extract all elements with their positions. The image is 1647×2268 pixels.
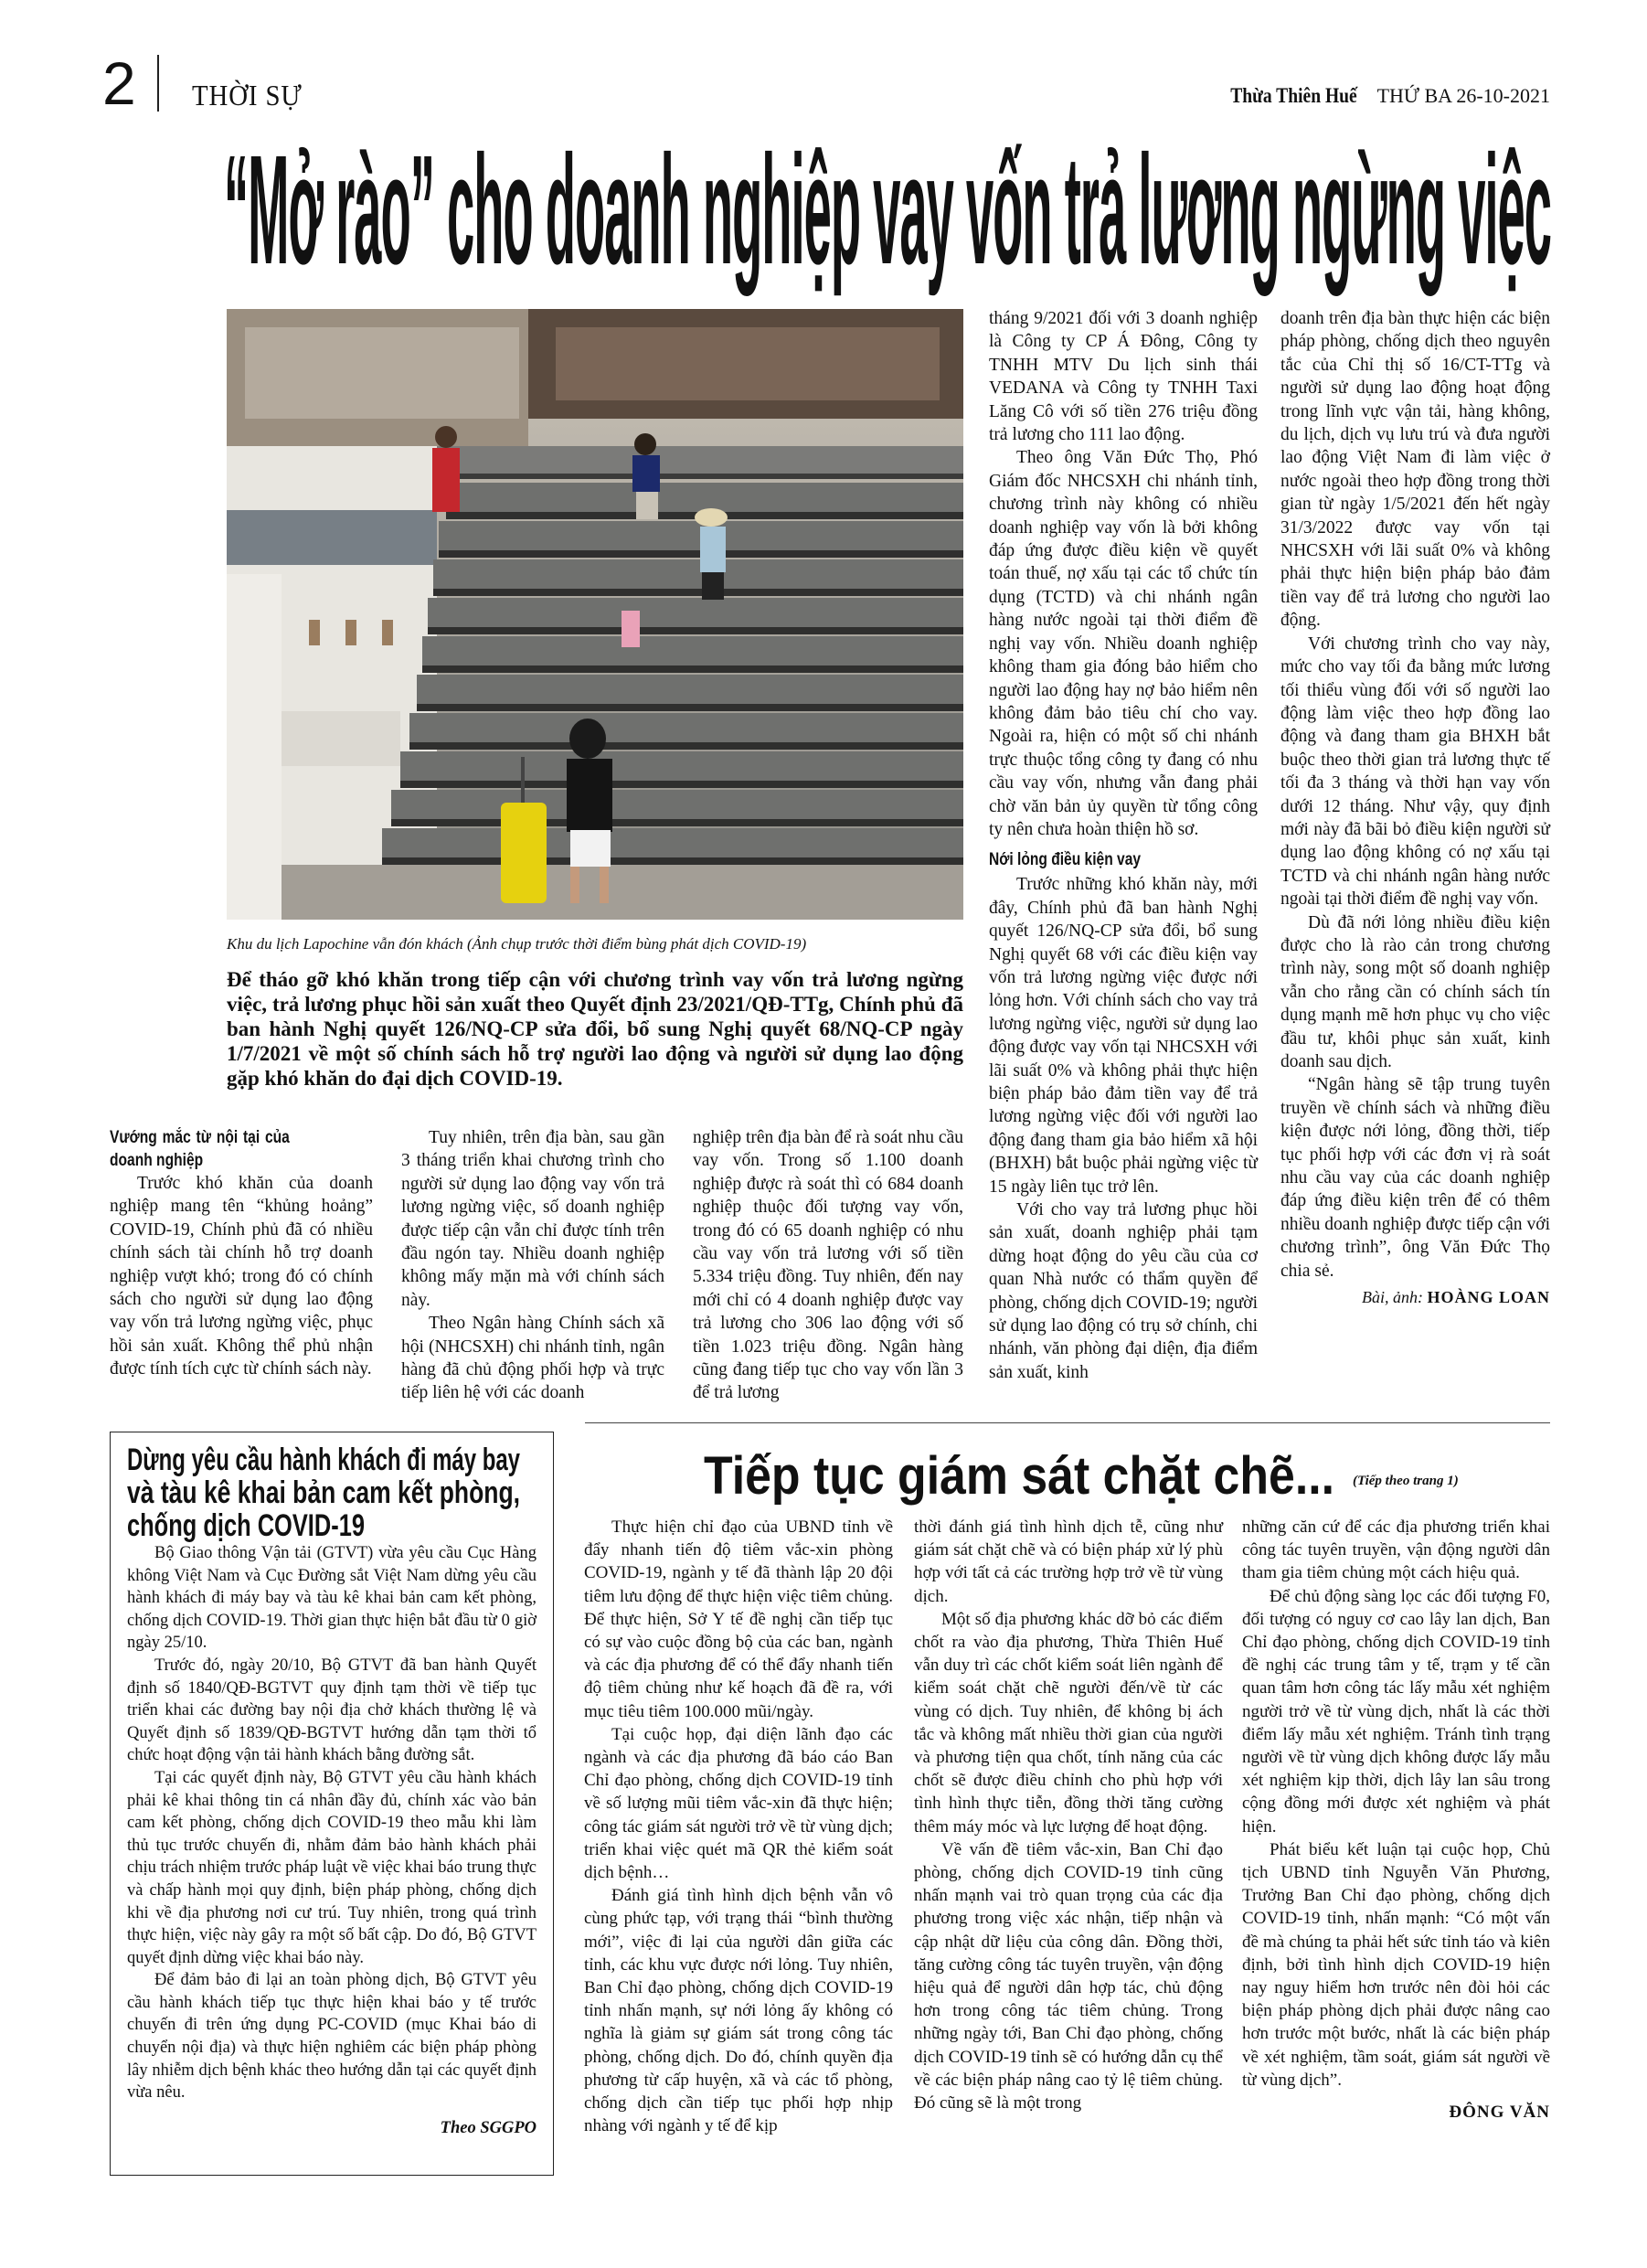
photo-caption: Khu du lịch Lapochine vẫn đón khách (Ảnh chụp trước thời điểm bùng phát dịch COVID-19) (227, 935, 807, 953)
second-col-1 (584, 1516, 893, 2137)
issue-date: THỨ BA 26-10-2021 (1376, 84, 1550, 107)
box-source: Theo SGGPO (440, 2118, 537, 2137)
article-photo (227, 309, 963, 920)
paragraph: nghiệp trên địa bàn để rà soát nhu cầu vay vốn. Trong số 1.100 doanh nghiệp được rà soát thì có 684 doanh nghiệp thuộc đối tượng vay vốn, trong đó có 65 doanh nghiệp có nhu cầu vay vốn trả lương với số tiền 5.334 triệu đồng. Tuy nhiên, đến nay mới chỉ có 4 doanh nghiệp được vay trả lương cho 306 lao động với số tiền 1.023 triệu đồng. Ngân hàng cũng đang tiếp tục cho vay vốn lần 3 để trả lương (693, 1128, 963, 1403)
header-divider (157, 55, 159, 112)
byline (1280, 1286, 1550, 1309)
paragraph: thời đánh giá tình hình dịch tễ, cũng như giám sát chặt chẽ và có biện pháp xử lý phù hợp với tất cả các trường hợp trở về từ vùng dịch. (914, 1517, 1223, 1606)
stairs-photo-illustration (227, 309, 963, 920)
paragraph: Trước khó khăn của doanh nghiệp mang tên “khủng hoảng” COVID-19, Chính phủ đã có nhiều chính sách tài chính hỗ trợ doanh nghiệp vượt khó; trong đó có chính sách cho người sử dụng lao động vay vốn trả lương ngừng việc, phục hồi sản xuất. Không thể phủ nhận được tính tích cực từ chính sách này. (110, 1174, 373, 1379)
main-col-4 (989, 307, 1258, 1384)
paragraph: Tại cuộc họp, đại diện lãnh đạo các ngành và các địa phương đã báo cáo Ban Chỉ đạo phòng, chống dịch COVID-19 tỉnh về số lượng mũi tiêm vắc-xin đã thực hiện; công tác giám sát người trở về từ vùng dịch; triển khai việc quét mã QR thẻ kiểm soát dịch bệnh… (584, 1724, 893, 1883)
boxed-article (110, 1432, 554, 2176)
second-col-2 (914, 1516, 1223, 2114)
section-label: THỜI SỰ (192, 79, 303, 112)
section-divider (585, 1422, 1550, 1423)
second-author: ĐÔNG VĂN (1449, 2103, 1550, 2123)
paragraph: Thực hiện chỉ đạo của UBND tỉnh về đẩy nhanh tiến độ tiêm vắc-xin phòng COVID-19, ngành y tế đã thành lập 20 đội tiêm lưu động để thực hiện việc tiêm chủng. Để thực hiện, Sở Y tế đề nghị cần tiếp tục có sự vào cuộc đồng bộ của các ban, ngành và các địa phương để có thể đẩy nhanh tiến độ tiêm chủng như kế hoạch đã đề ra, với mục tiêu tiêm 100.000 mũi/ngày. (584, 1517, 893, 1721)
byline-prefix: Bài, ảnh: (1361, 1288, 1423, 1307)
paragraph: Trước đó, ngày 20/10, Bộ GTVT đã ban hành Quyết định số 1840/QĐ-BGTVT quy định tạm thời về tiếp tục triển khai các đường bay nội địa chở khách thường lệ và Quyết định số 1839/QĐ-BGTVT hướng dẫn tạm thời tổ chức hoạt động vận tải hành khách bằng đường sắt. (127, 1656, 537, 1765)
main-col-2 (401, 1126, 664, 1405)
paragraph: Để đảm bảo đi lại an toàn phòng dịch, Bộ GTVT yêu cầu hành khách tiếp tục thực hiện khai báo y tế trước chuyến đi trên ứng dụng PC-COVID (mục Khai báo di chuyển nội địa) và thực hiện nghiêm các biện pháp phòng lây nhiễm dịch bệnh khác theo hướng dẫn tại các quyết định vừa nêu. (127, 1971, 537, 2103)
lead-paragraph: Để tháo gỡ khó khăn trong tiếp cận với chương trình vay vốn trả lương ngừng việc, trả lương phục hồi sản xuất theo Quyết định 23/2021/QĐ-TTg, Chính phủ đã ban hành Nghị quyết 126/NQ-CP sửa đổi, bổ sung Nghị quyết 68/NQ-CP ngày 1/7/2021 về một số chính sách hỗ trợ người lao động và người sử dụng lao động gặp khó khăn do đại dịch COVID-19. (227, 968, 963, 1090)
paragraph: “Ngân hàng sẽ tập trung tuyên truyền về chính sách và những điều kiện được nới lỏng, đồng thời, tiếp tục phối hợp với các đơn vị rà soát nhu cầu vay của các doanh nghiệp đáp ứng điều kiện trên để có thêm nhiều doanh nghiệp được tiếp cận với chương trình”, ông Văn Đức Thọ chia sẻ. (1280, 1075, 1550, 1281)
box-title-line: Dừng yêu cầu hành khách đi máy bay (127, 1443, 520, 1477)
main-title: “Mở rào” cho doanh nghiệp vay vốn trả lương ngừng việc (224, 123, 1551, 297)
second-article-title: Tiếp tục giám sát chặt chẽ... (704, 1446, 1334, 1506)
subhead-2: Nới lỏng điều kiện vay (989, 850, 1142, 870)
paragraph: Để chủ động sàng lọc các đối tượng F0, đối tượng có nguy cơ cao lây lan dịch, Ban Chỉ đạo phòng, chống dịch COVID-19 tỉnh đề nghị các trung tâm y tế, trạm y tế cần quan tâm hơn công tác lấy mẫu xét nghiệm người trở về từ vùng dịch, nhất là các thời điểm lấy mẫu xét nghiệm. Tránh tình trạng người về từ vùng dịch không được lấy mẫu xét nghiệm kịp thời, dịch lây lan sâu trong cộng đồng mới được xét nghiệm và phát hiện. (1242, 1586, 1550, 1837)
newspaper-name: Thừa Thiên Huế (1230, 84, 1357, 107)
paragraph: Tuy nhiên, trên địa bàn, sau gần 3 tháng triển khai chương trình cho người sử dụng lao động vay vốn trả lương ngừng việc, số doanh nghiệp được tiếp cận vẫn chỉ được tính trên đầu ngón tay. Nhiều doanh nghiệp không mấy mặn mà với chính sách này. (401, 1128, 664, 1310)
paragraph: Phát biểu kết luận tại cuộc họp, Chủ tịch UBND tỉnh Nguyễn Văn Phương, Trưởng Ban Chỉ đạo phòng, chống dịch COVID-19 tỉnh, nhấn mạnh: “Có một vấn đề mà chúng ta phải hết sức tỉnh táo và kiên định, bởi tình hình dịch COVID-19 hiện nay nguy hiểm hơn trước nên đòi hỏi các biện pháp phòng dịch phải được nâng cao hơn trước một bước, nhất là các biện pháp về xét nghiệm, tầm soát, giám sát người về từ vùng dịch”. (1242, 1839, 1550, 2090)
paragraph: doanh trên địa bàn thực hiện các biện pháp phòng, chống dịch theo nguyên tắc của Chỉ thị số 16/CT-TTg và người sử dụng lao động hoạt động trong lĩnh vực vận tải, hàng không, du lịch, dịch vụ lưu trú và đưa người lao động Việt Nam đi làm việc ở nước ngoài theo hợp đồng trong thời gian từ ngày 1/5/2021 đến hết ngày 31/3/2022 được vay vốn tại NHCSXH với lãi suất 0% và không phải thực hiện biện pháp bảo đảm tiền vay để trả lương cho người lao động. (1280, 309, 1550, 631)
paragraph: Dù đã nới lỏng nhiều điều kiện được cho là rào cản trong chương trình này, song một số doanh nghiệp vẫn cho rằng cần có chính sách tín dụng mạnh mẽ hơn phục vụ cho việc đầu tư, khôi phục sản xuất, kinh doanh sau dịch. (1280, 912, 1550, 1071)
byline-author: HOÀNG LOAN (1427, 1288, 1550, 1307)
box-title-line: và tàu kê khai bản cam kết phòng, (127, 1475, 520, 1510)
paragraph: Trước những khó khăn này, mới đây, Chính phủ đã ban hành Nghị quyết 126/NQ-CP sửa đổi, bổ sung Nghị quyết 68 với các điều kiện vay vốn trả lương ngừng việc được nới lỏng hơn. Với chính sách cho vay trả lương ngừng việc, người sử dụng lao động được vay vốn tại NHCSXH với lãi suất 0% và không phải thực hiện biện pháp bảo đảm tiền vay để trả lương ngừng việc đối với người lao động đang tham gia bảo hiểm xã hội (BHXH) bắt buộc phải ngừng việc từ 15 ngày liên tục trở lên. (989, 875, 1258, 1197)
paragraph: Tại các quyết định này, Bộ GTVT yêu cầu hành khách phải kê khai thông tin cá nhân đầy đủ, chính xác vào bản cam kết phòng, chống dịch COVID-19 theo mẫu khi làm thủ tục trước chuyến đi, nhằm đảm bảo hành khách phải chịu trách nhiệm trước pháp luật về việc khai báo trung thực và chấp hành mọi quy định, biện pháp phòng, chống dịch khi về địa phương nơi cư trú. Tuy nhiên, trong quá trình thực hiện, việc này gây ra một số bất cập. Do đó, Bộ GTVT quyết định dừng việc khai báo này. (127, 1768, 537, 1967)
main-col-3 (693, 1126, 963, 1405)
page-number: 2 (102, 49, 136, 117)
paragraph: Đánh giá tình hình dịch bệnh vẫn vô cùng phức tạp, với trạng thái “bình thường mới”, việc đi lại của người dân giữa các tỉnh, các khu vực được nới lỏng. Tuy nhiên, Ban Chỉ đạo phòng, chống dịch COVID-19 tỉnh nhấn mạnh, sự nới lỏng ấy không có nghĩa là giảm sự giám sát trong công tác phòng, chống dịch. Do đó, chính quyền địa phương từ cấp huyện, xã và các tổ phòng, chống dịch cần tiếp tục phối hợp nhịp nhàng với ngành y tế để kịp (584, 1886, 893, 2136)
main-col-1 (110, 1126, 373, 1381)
second-col-3 (1242, 1516, 1550, 2124)
second-article-title-wrap (704, 1448, 1410, 1505)
paragraph: Với cho vay trả lương phục hồi sản xuất, doanh nghiệp phải tạm dừng hoạt động do yêu cầu của cơ quan Nhà nước có thẩm quyền để phòng, chống dịch COVID-19; người sử dụng lao động có trụ sở chính, chi nhánh, văn phòng đại diện, địa điểm sản xuất, kinh (989, 1200, 1258, 1382)
header-right (1219, 84, 1550, 108)
paragraph: những căn cứ để các địa phương triển khai công tác tuyên truyền, vận động người dân tham gia tiêm chủng một cách hiệu quả. (1242, 1517, 1550, 1583)
paragraph: Một số địa phương khác dỡ bỏ các điểm chốt ra vào địa phương, Thừa Thiên Huế vẫn duy trì các chốt kiểm soát liên ngành để kiểm soát chặt chẽ người đến/về từ các vùng có dịch. Tuy nhiên, để không bị ách tắc và không mất nhiều thời gian của người và phương tiện qua chốt, tính năng của các chốt sẽ được điều chỉnh cho phù hợp với tình hình thực tiễn, đồng thời tăng cường thêm máy móc và lực lượng để hoạt động. (914, 1609, 1223, 1837)
paragraph: Với chương trình cho vay này, mức cho vay tối đa bằng mức lương tối thiểu vùng đối với số người lao động làm việc theo hợp đồng lao động và đang tham gia BHXH bắt buộc theo thời gian trả lương thực tế tối đa 3 tháng và thời hạn vay vốn dưới 12 tháng. Như vậy, quy định mới này đã bãi bỏ điều kiện người sử dụng lao động không có nợ xấu tại TCTD và chi nhánh ngân hàng nước ngoài tại thời điểm đề nghị vay vốn. (1280, 634, 1550, 910)
box-body (127, 1542, 537, 2139)
box-title-line: chống dịch COVID-19 (127, 1508, 365, 1543)
paragraph: Theo Ngân hàng Chính sách xã hội (NHCSXH) chi nhánh tỉnh, ngân hàng đã chủ động phối hợp và trực tiếp liên hệ với các doanh (401, 1314, 664, 1403)
paragraph: Theo ông Văn Đức Thọ, Phó Giám đốc NHCSXH chi nhánh tỉnh, chương trình này không có nhiều doanh nghiệp vay vốn là bởi không đáp ứng được điều kiện về quyết toán thuế, nợ xấu tại các tổ chức tín dụng (TCTD) và chi nhánh ngân hàng nước ngoài tại thời điểm đề nghị vay vốn. Nhiều doanh nghiệp không tham gia đóng bảo hiểm cho người lao động hay nợ bảo hiểm nên không đảm bảo tiêu chí cho vay. Ngoài ra, hiện có một số chi nhánh trực thuộc tổng công ty đang có nhu cầu vay vốn, nhưng vẫn đang phải chờ văn bản ủy quyền từ tổng công ty nên chưa hoàn thiện hồ sơ. (989, 448, 1258, 839)
main-col-5 (1280, 307, 1550, 1309)
paragraph: tháng 9/2021 đối với 3 doanh nghiệp là Công ty CP Á Đông, Công ty TNHH MTV Du lịch sinh thái VEDANA và Công ty TNHH Taxi Lăng Cô với số tiền 276 triệu đồng trả lương cho 111 lao động. (989, 309, 1258, 445)
subhead-1: Vướng mắc từ nội tại của doanh nghiệp (110, 1128, 290, 1170)
continued-note: (Tiếp theo trang 1) (1353, 1474, 1459, 1488)
paragraph: Về vấn đề tiêm vắc-xin, Ban Chỉ đạo phòng, chống dịch COVID-19 tỉnh cũng nhấn mạnh vai trò quan trọng của các địa phương trong việc xác nhận, tiếp nhận và cập nhật dữ liệu của công dân. Đồng thời, tăng cường công tác tuyên truyền, vận động hiệu quả để người dân hợp tác, chủ động hơn trong công tác tiêm chủng. Trong những ngày tới, Ban Chỉ đạo phòng, chống dịch COVID-19 tỉnh sẽ có hướng dẫn cụ thể về các biện pháp nâng cao tỷ lệ tiêm chủng. Đó cũng sẽ là một trong (914, 1839, 1223, 2114)
main-title-wrap (224, 123, 1551, 297)
paragraph: Bộ Giao thông Vận tải (GTVT) vừa yêu cầu Cục Hàng không Việt Nam và Cục Đường sắt Việt Nam dừng yêu cầu hành khách đi máy bay và tàu kê khai bản cam kết phòng, chống dịch COVID-19. Thời gian thực hiện bắt đầu từ 0 giờ ngày 25/10. (127, 1544, 537, 1653)
